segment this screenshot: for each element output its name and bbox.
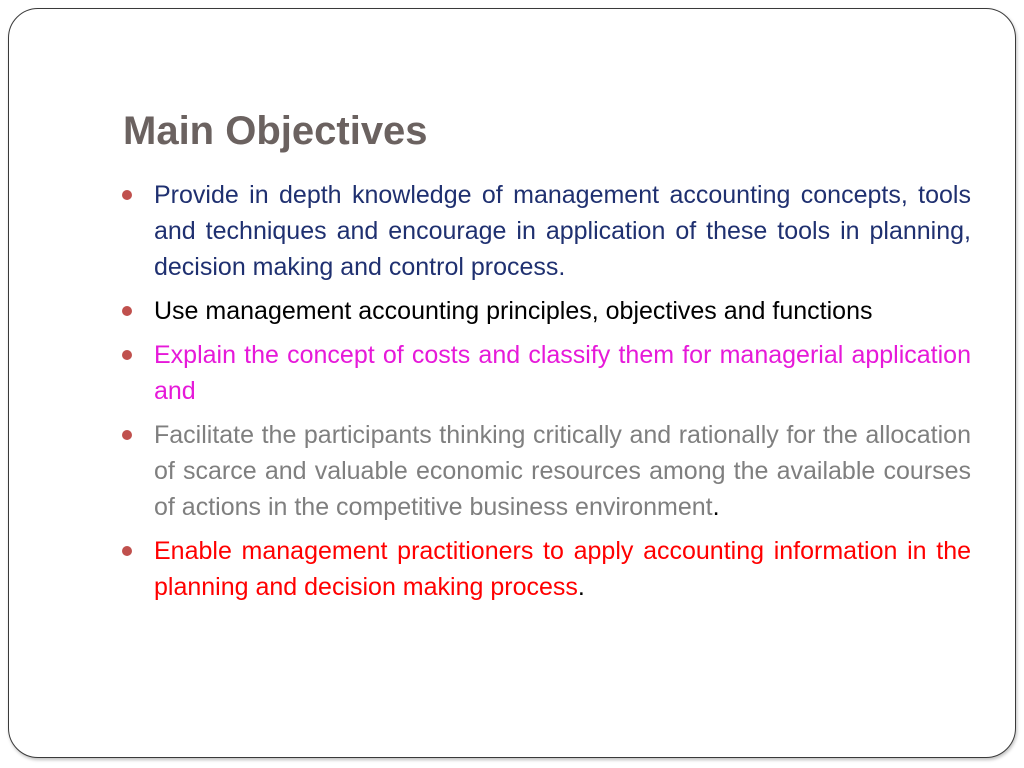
bullet-text-period: . [577,573,585,601]
bullet-text-period: . [712,493,720,521]
bullet-text-main: Facilitate the participants thinking critically and rationally for the allocation of scarce and valuable economic resources among the available courses of actions in the competitive business environment [154,421,971,521]
bullet-text: Provide in depth knowledge of management accounting concepts, tools and techniques and encourage in application of these tools in planning, decision making and control process. [154,181,971,281]
bullet-dot-icon [122,430,132,440]
bullet-text: Use management accounting principles, objectives and functions [154,297,873,325]
bullet-text [154,533,971,605]
bullet-item [121,337,971,409]
bullet-dot-icon [122,546,132,556]
bullet-item [121,533,971,605]
bullet-text-main: Enable management practitioners to apply accounting information in the planning and decision making process [154,537,971,601]
bullet-list [121,177,971,613]
bullet-text: Explain the concept of costs and classify them for managerial application and [154,341,971,405]
bullet-item [121,417,971,525]
bullet-item [121,177,971,285]
slide-frame [8,8,1016,758]
bullet-dot-icon [122,350,132,360]
bullet-item [121,293,971,329]
bullet-dot-icon [122,306,132,316]
bullet-dot-icon [122,190,132,200]
slide-title: Main Objectives [123,109,428,153]
bullet-text [154,417,971,525]
